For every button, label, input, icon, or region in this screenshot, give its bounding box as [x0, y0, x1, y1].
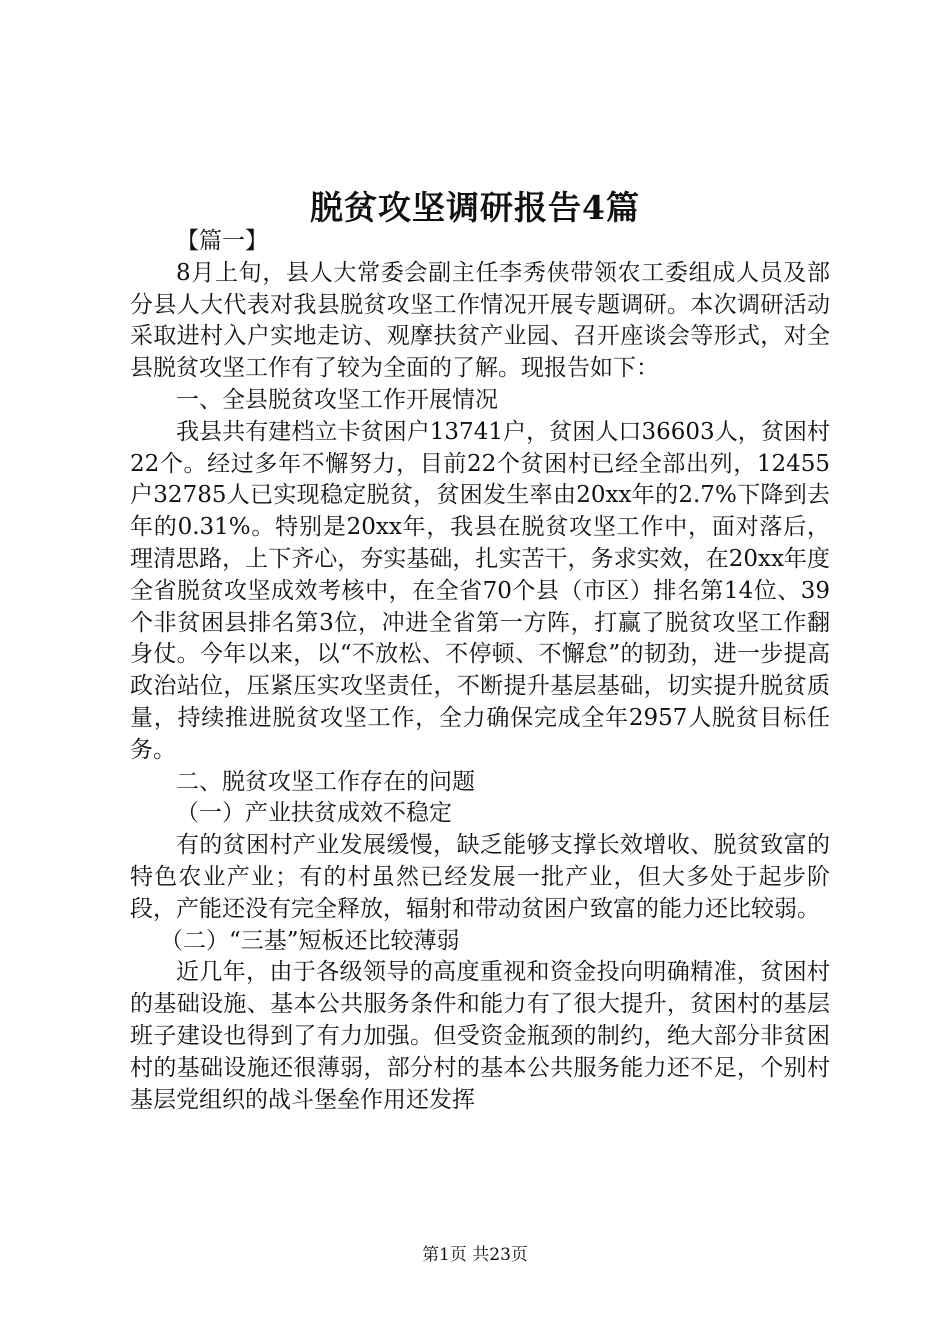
document-title: 脱贫攻坚调研报告4篇 [310, 188, 640, 227]
section-label: 【篇一】 [176, 228, 268, 254]
body-paragraph: 有的贫困村产业发展缓慢，缺乏能够支撑长效增收、脱贫致富的特色农业产业；有的村虽然已经发展一批产业，但大多处于起步阶段，产能还没有完全释放，辐射和带动贫困户致富的能力还比较弱。 [130, 832, 830, 922]
document-body [130, 226, 830, 1116]
section-heading-1: 一、全县脱贫攻坚工作开展情况 [176, 386, 498, 413]
subsection-heading-1: （一）产业扶贫成效不稳定 [176, 800, 452, 827]
section-heading-2: 二、脱贫攻坚工作存在的问题 [176, 768, 475, 795]
body-paragraph: 近几年，由于各级领导的高度重视和资金投向明确精准，贫困村的基础设施、基本公共服务条件和能力有了很大提升，贫困村的基层班子建设也得到了有力加强。但受资金瓶颈的制约，绝大部分非贫困村的基础设施还很薄弱，部分村的基本公共服务能力还不足，个别村基层党组织的战斗堡垒作用还发挥 [130, 959, 830, 1113]
subsection-heading-2: （二）“三基”短板还比较薄弱 [160, 927, 460, 954]
intro-paragraph: 8月上旬，县人大常委会副主任李秀侠带领农工委组成人员及部分县人大代表对我县脱贫攻坚工作情况开展专题调研。本次调研活动采取进村入户实地走访、观摩扶贫产业园、召开座谈会等形式，对全县脱贫攻坚工作有了较为全面的了解。现报告如下： [130, 259, 830, 382]
page-number: 第1页 共23页 [422, 1245, 528, 1265]
body-paragraph: 我县共有建档立卡贫困户13741户，贫困人口36603人，贫困村22个。经过多年不懈努力，目前22个贫困村已经全部出列，12455户32785人已实现稳定脱贫，贫困发生率由20xx年的2.7%下降到去年的0.31%。特别是20xx年，我县在脱贫攻坚工作中，面对落后，理清思路，上下齐心，夯实基础，扎实苦干，务求实效，在20xx年度全省脱贫攻坚成效考核中，在全省70个县（市区）排名第14位、39个非贫困县排名第3位，冲进全省第一方阵，打赢了脱贫攻坚工作翻身仗。今年以来，以“不放松、不停顿、不懈怠”的韧劲，进一步提高政治站位，压紧压实攻坚责任，不断提升基层基础，切实提升脱贫质量，持续推进脱贫攻坚工作，全力确保完成全年2957人脱贫目标任务。 [130, 418, 830, 763]
